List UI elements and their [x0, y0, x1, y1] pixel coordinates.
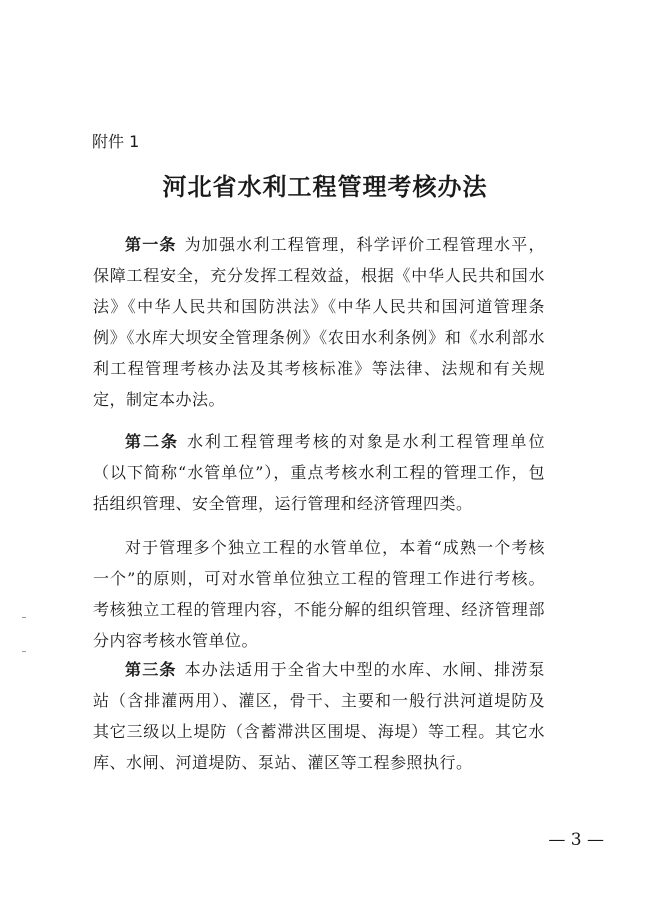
- article-2-text: 水利工程管理考核的对象是水利工程管理单位（以下简称“水管单位”），重点考核水利工程的管理工作，包括组织管理、安全管理，运行管理和经济管理四类。: [93, 432, 545, 513]
- article-1-text: 为加强水利工程管理，科学评价工程管理水平，保障工程安全，充分发挥工程效益，根据《中华人民共和国水法》《中华人民共和国防洪法》《中华人民共和国河道管理条例》《水库大坝安全管理条例》《农田水利条例》和《水利部水利工程管理考核办法及其考核标准》等法律、法规和有关规定，制定本办法。: [93, 235, 545, 409]
- article-1: [93, 229, 545, 415]
- article-2-label: 第二条: [125, 432, 179, 451]
- scan-mark: [22, 651, 26, 652]
- article-2: [93, 426, 545, 519]
- article-2-continuation-text: 对于管理多个独立工程的水管单位，本着“成熟一个考核一个”的原则，可对水管单位独立工程的管理工作进行考核。考核独立工程的管理内容，不能分解的组织管理、经济管理部分内容考核水管单位。: [93, 538, 545, 650]
- article-2-continuation: [93, 532, 545, 656]
- page-number: — 3 —: [548, 830, 604, 850]
- document-title: 河北省水利工程管理考核办法: [162, 173, 488, 201]
- attachment-label: 附件 1: [92, 132, 140, 151]
- article-3-text: 本办法适用于全省大中型的水库、水闸、排涝泵站（含排灌两用）、灌区，骨干、主要和一般行洪河道堤防及其它三级以上堤防（含蓄滞洪区围堤、海堤）等工程。其它水库、水闸、河道堤防、泵站、灌区等工程参照执行。: [93, 660, 545, 772]
- article-3-label: 第三条: [125, 660, 177, 679]
- scan-mark: [22, 617, 26, 618]
- article-3: [93, 654, 545, 778]
- article-1-label: 第一条: [125, 235, 177, 254]
